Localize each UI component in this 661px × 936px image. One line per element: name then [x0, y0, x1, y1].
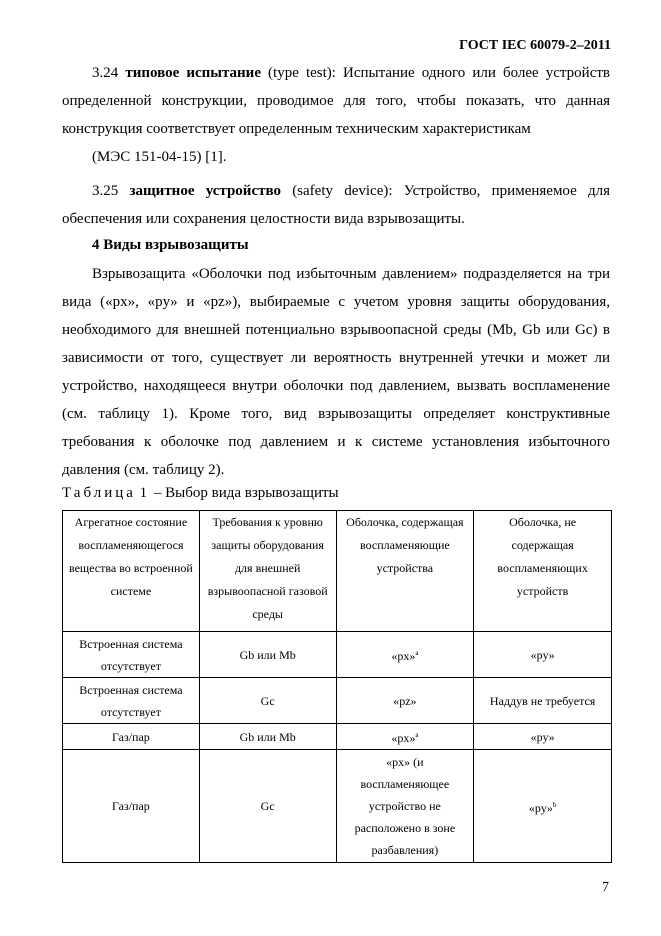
paragraph-3-24 — [62, 59, 610, 143]
table-row — [63, 750, 612, 863]
definition-text: (type test): Испытание одного или более устройств определенной конструкции, проводимое для того, чтобы показать, что данная конструкция соответствует определенным техническим характеристикам — [62, 65, 610, 137]
header-cell: Оболочка, содержащая воспламеняющие устройства — [336, 511, 474, 632]
term: типовое испытание — [125, 65, 261, 81]
footnote-mark: b — [552, 800, 557, 809]
table-row — [63, 724, 612, 750]
table-caption-label: Таблица — [62, 485, 136, 501]
table-cell: Gb или Mb — [199, 724, 336, 750]
table-cell: «px» (и воспламеняющее устройство не расположено в зоне разбавления) — [336, 750, 474, 863]
cell-text: «px» — [391, 649, 416, 663]
table-row — [63, 678, 612, 724]
table-cell: Встроенная система отсутствует — [63, 632, 200, 678]
document-header: ГОСТ IEC 60079-2–2011 — [459, 38, 611, 53]
clause-number: 3.25 — [92, 183, 119, 199]
term: защитное устройство — [129, 183, 281, 199]
footnote-mark: a — [415, 649, 419, 657]
table-cell: Газ/пар — [63, 724, 200, 750]
clause-number: 3.24 — [92, 65, 119, 81]
footnote-mark: a — [415, 731, 419, 739]
header-cell: Оболочка, не содержащая воспламеняющих устройств — [474, 511, 612, 632]
table-cell: Газ/пар — [63, 750, 200, 863]
table-caption-text: – Выбор вида взрывозащиты — [150, 485, 339, 501]
table-cell: Наддув не требуется — [474, 678, 612, 724]
table-cell: Gc — [199, 750, 336, 863]
table-cell: «py» — [474, 724, 612, 750]
table-cell: Gb или Mb — [199, 632, 336, 678]
table-header-row — [63, 511, 612, 632]
cell-text: «px» — [391, 731, 416, 745]
definition-text: (safety device): Устройство, применяемое для обеспечения или сохранения целостности вида взрывозащиты. — [62, 183, 611, 227]
table-cell — [336, 632, 474, 678]
page-number: 7 — [602, 880, 609, 895]
section-title: 4 Виды взрывозащиты — [92, 237, 249, 253]
table-cell — [336, 724, 474, 750]
cell-text: «py» — [528, 800, 553, 815]
table-cell: «py» — [474, 632, 612, 678]
paragraph-3-25 — [62, 177, 610, 233]
table-caption-number: 1 — [139, 485, 151, 501]
paragraph-body — [62, 260, 610, 484]
table-cell — [474, 750, 612, 863]
table-cell: «pz» — [336, 678, 474, 724]
header-cell: Требования к уровню защиты оборудования для внешней взрывоопасной газовой среды — [199, 511, 336, 632]
paragraph-reference — [62, 143, 610, 171]
table-row — [63, 632, 612, 678]
body-text: Взрывозащита «Оболочки под избыточным давлением» подразделяется на три вида («px», «py» и «pz»), выбираемые с учетом уровня защиты оборудования, необходимого для внешней потенциально взрывоопасной среды (Mb, Gb или Gc) в зависимости от того, существует ли вероятность внутренней утечки и может ли устройство, находящееся внутри оболочки под давлением, вызвать воспламенение (см. таблицу 1). Кроме того, вид взрывозащиты определяет конструктивные требования к оболочке под давлением и к системе установления избыточного давления (см. таблицу 2). — [62, 266, 610, 478]
table-caption — [62, 485, 339, 502]
table-cell: Gc — [199, 678, 336, 724]
table-cell: Встроенная система отсутствует — [63, 678, 200, 724]
selection-table — [62, 510, 612, 863]
reference-text: (МЭС 151-04-15) [1]. — [92, 149, 227, 165]
header-cell: Агрегатное состояние воспламеняющегося вещества во встроенной системе — [63, 511, 200, 632]
